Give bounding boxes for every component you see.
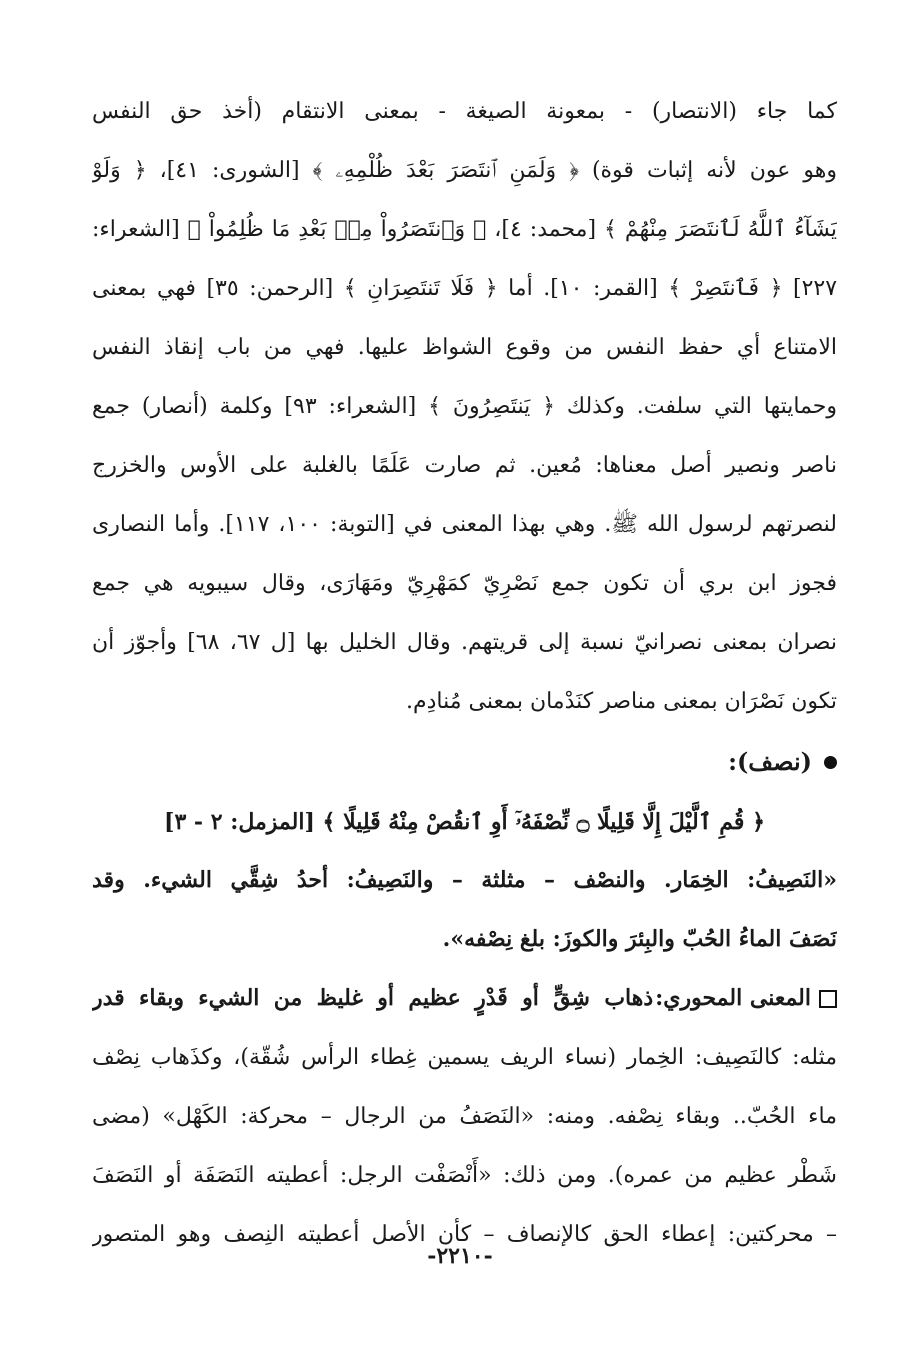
entry-heading [92, 731, 837, 793]
text-line: وهو عون لأنه إثبات قوة) ﴿ وَلَمَنِ ٱنتَصَرَ بَعْدَ ظُلْمِهِۦ ﴾ [الشورى: ٤١]، ﴿ وَلَوْ [92, 158, 837, 183]
paragraph-intisar [92, 82, 837, 731]
quran-verse: ﴿ قُمِ ٱلَّيْلَ إِلَّا قَلِيلًا ۝ نِّصْفَهُۥٓ أَوِ ٱنقُصْ مِنْهُ قَلِيلًا ﴾ [المزمل: ٢ - ٣] [164, 809, 765, 835]
text-line: ماء الحُبّ.. وبقاء نِصْفه. ومنه: «النَصَفُ من الرجال – محركة: الكَهْل» (مضى [92, 1104, 837, 1129]
text-line: لنصرتهم لرسول الله ﷺ. وهي بهذا المعنى في [التوبة: ١٠٠، ١١٧]. وأما النصارى [92, 512, 837, 537]
text-line: ناصر ونصير أصل معناها: مُعين. ثم صارت عَلَمًا بالغلبة على الأوس والخزرج [92, 453, 837, 478]
text-line: وحمايتها التي سلفت. وكذلك ﴿ يَنتَصِرُونَ ﴾ [الشعراء: ٩٣] وكلمة (أنصار) جمع [92, 394, 837, 419]
text-line: نَصَفَ الماءُ الحُبّ والبِئرَ والكوزَ: بلغ نِصْفه». [442, 926, 837, 952]
page-body [92, 82, 837, 1264]
paragraph-axis-meaning [92, 969, 837, 1264]
axis-meaning-label: المعنى المحوري: [655, 985, 811, 1011]
text-line: يَشَآءُ ٱللَّهُ لَٱنتَصَرَ مِنْهُمْ ﴾ [محمد: ٤]، ﴿ وَٱنتَصَرُواْ مِنۢ بَعْدِ مَا ظُلِمُواْ ﴾ [الشعراء: [92, 217, 837, 242]
text-line: تكون نَصْرَان بمعنى مناصر كنَدْمان بمعنى مُنادِم. [405, 689, 837, 714]
text-line: نصران بمعنى نصرانيّ نسبة إلى قريتهم. وقال الخليل بها [ل ٦٧، ٦٨] وأجوّز أن [92, 630, 837, 655]
text-line: شَطْر عظيم من عمره). ومن ذلك: «أَنْصَفْت الرجل: أعطيته النَصَفَة أو النَصَفَ [92, 1163, 837, 1188]
axis-meaning-text: ذهاب شِقٍّ أو قَدْرٍ عظيم أو غليظ من الشيء وبقاء قدر [92, 985, 654, 1011]
entry-heading-label: (نصف): [728, 747, 812, 776]
text-line: مثله: كالنَصِيف: الخِمار (نساء الريف يسمين غِطاء الرأس شُقّة)، وكذَهاب نِصْف [92, 1045, 837, 1070]
text-line: كما جاء (الانتصار) - بمعونة الصيغة - بمعنى الانتقام (أخذ حق النفس [92, 99, 837, 124]
axis-meaning-line [92, 969, 837, 1028]
bullet-icon [824, 756, 837, 769]
page-number: -٢٢١٠- [427, 1243, 493, 1269]
text-line: فجوز ابن بري أن تكون جمع نَصْرِيّ كمَهْرِيّ ومَهَارَى، وقال سيبويه هي جمع [92, 571, 837, 596]
lexicon-quote [92, 851, 837, 969]
text-line: «النَصِيفُ: الخِمَار. والنصْف – مثلثة – والنَصِيفُ: أحدُ شِقَّي الشيء. وقد [92, 867, 837, 893]
text-line: ٢٢٧] ﴿ فَٱنتَصِرْ ﴾ [القمر: ١٠]. أما ﴿ فَلَا تَنتَصِرَانِ ﴾ [الرحمن: ٣٥] فهي بمعنى [92, 276, 837, 301]
square-icon [819, 990, 837, 1008]
text-line: – محركتين: إعطاء الحق كالإنصاف – كأن الأصل أعطيته النِصف وهو المتصور [92, 1222, 837, 1247]
text-line: الامتناع أي حفظ النفس من وقوع الشواظ عليها. فهي من باب إنقاذ النفس [92, 335, 837, 360]
